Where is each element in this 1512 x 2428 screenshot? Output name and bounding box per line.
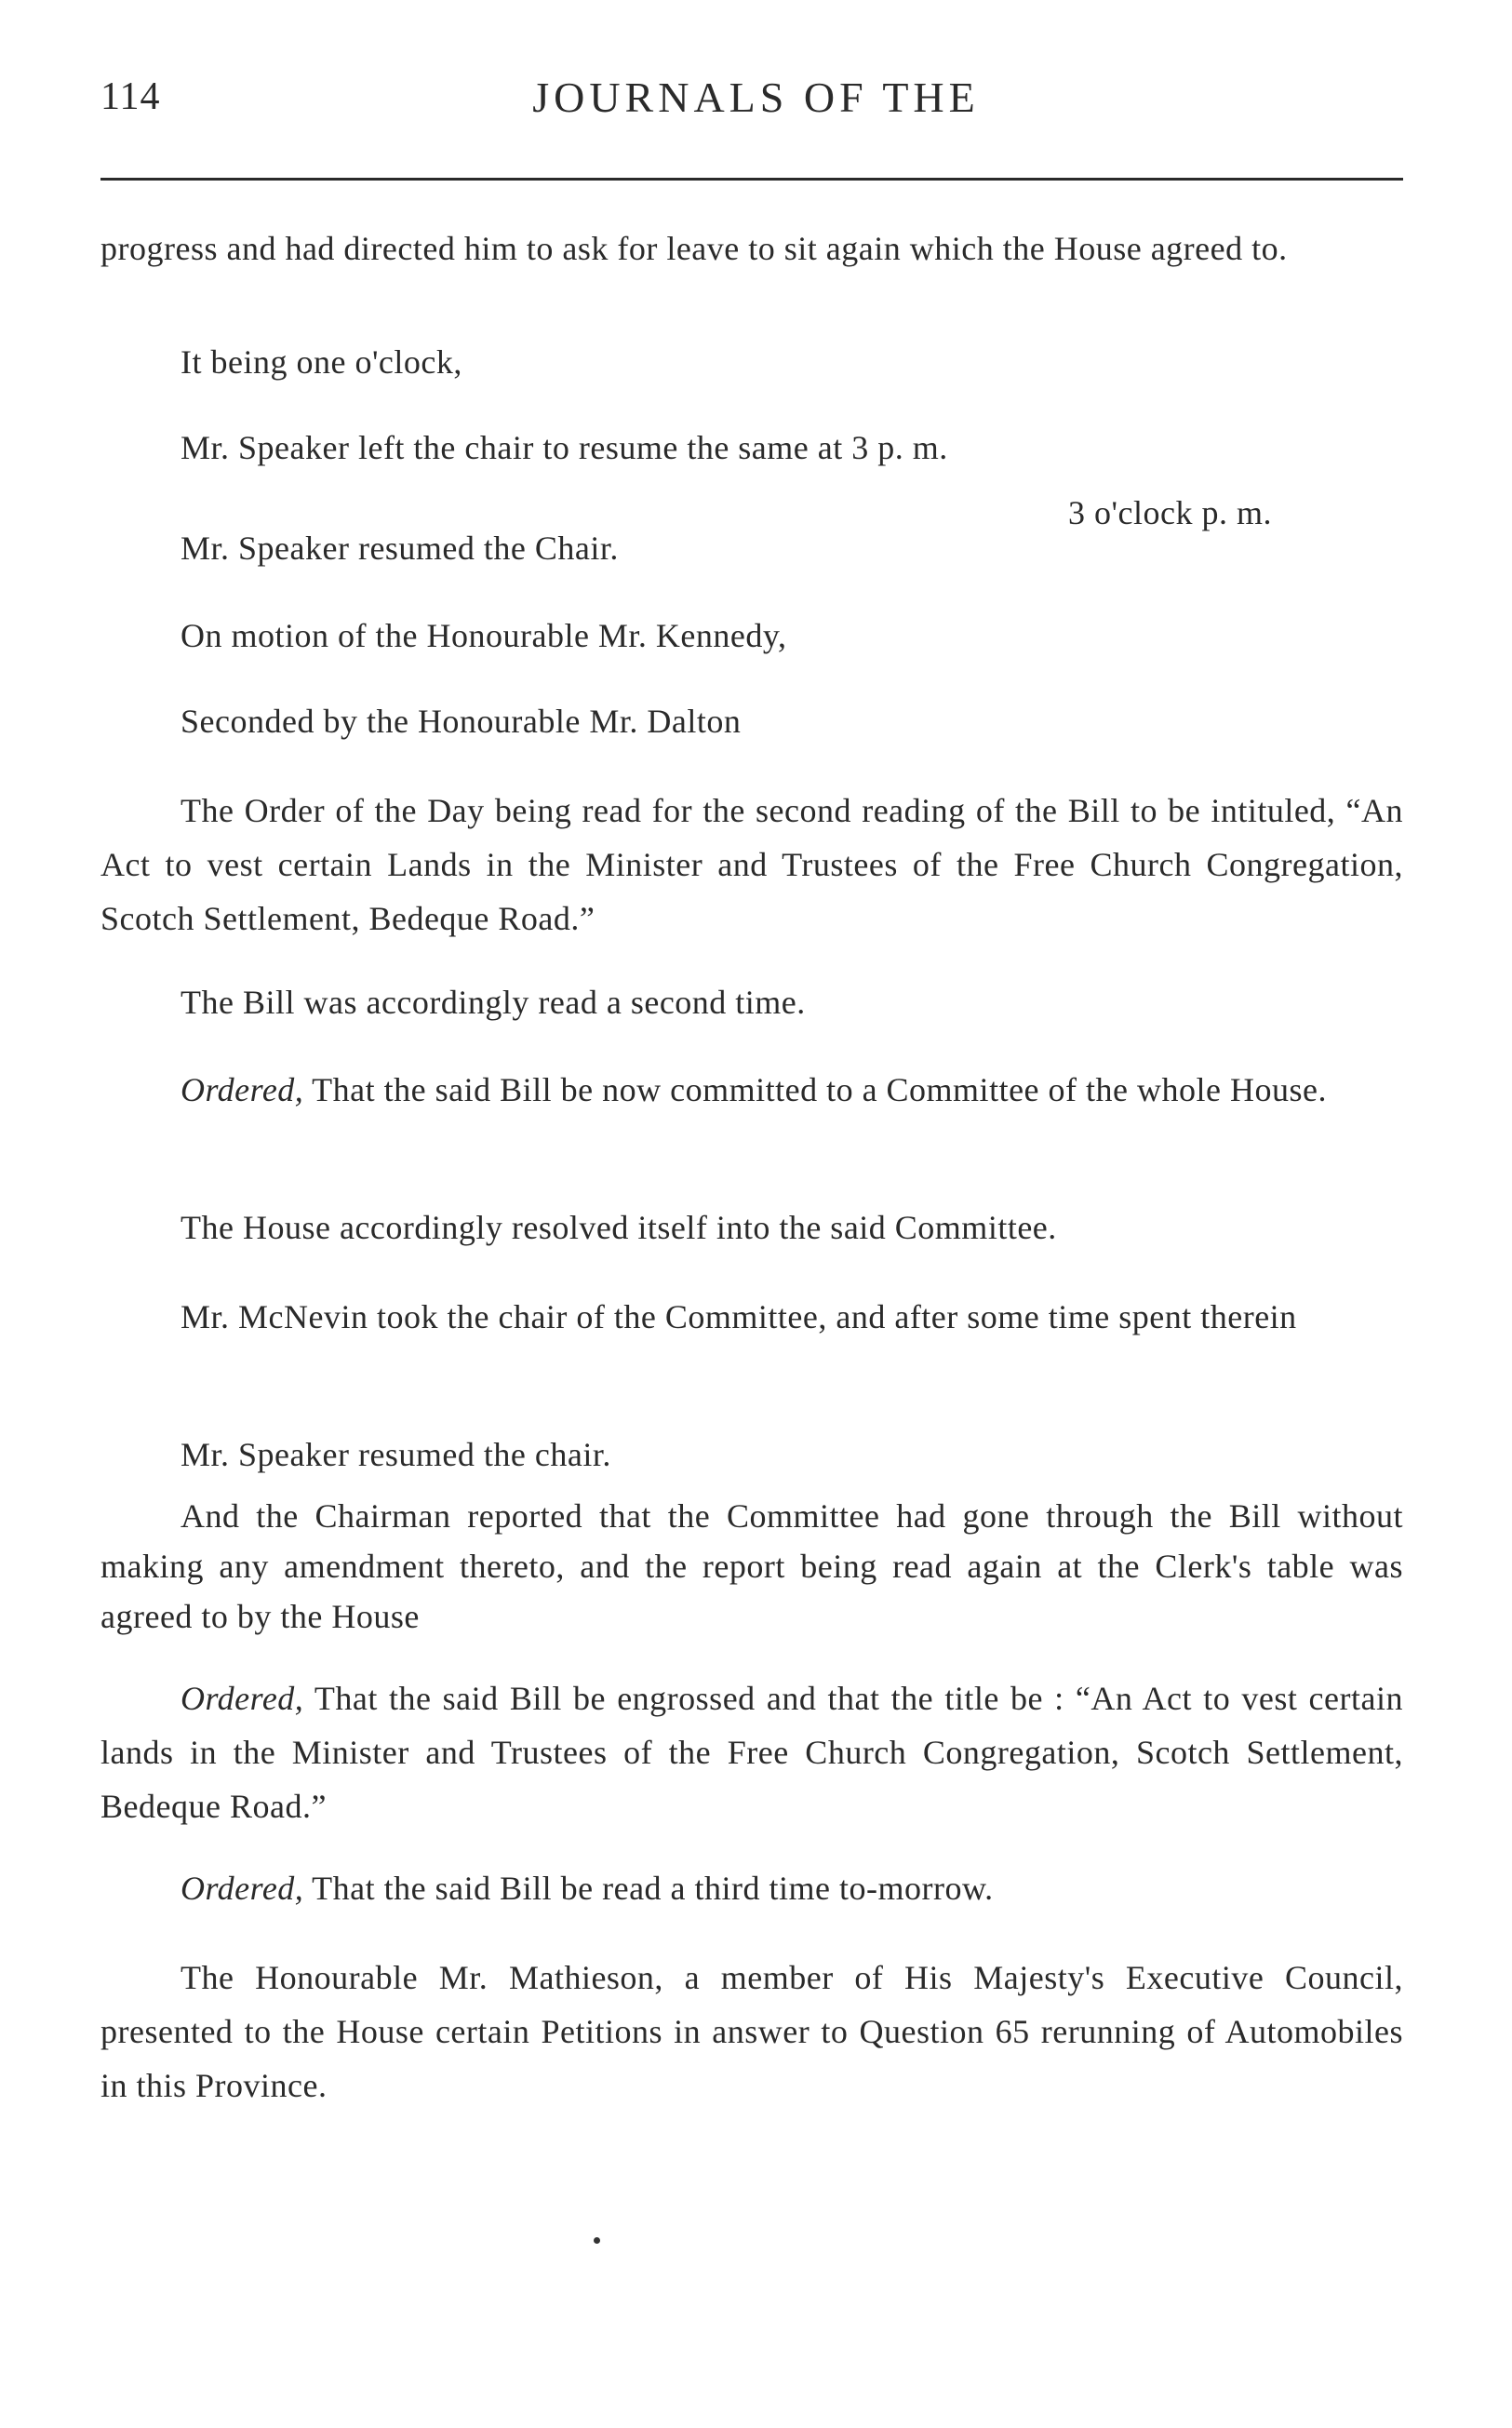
paragraph-ordered-engrossed <box>100 1671 1403 1833</box>
paragraph-speaker-left: Mr. Speaker left the chair to resume the same at 3 p. m. <box>181 429 948 466</box>
ordered-text: That the said Bill be read a third time to-morrow. <box>303 1870 994 1907</box>
paragraph-chairman-report: And the Chairman reported that the Committee had gone through the Bill without making any amendment thereto, and the report being read again at the Clerk's table was agreed to by the House <box>100 1497 1403 1635</box>
paragraph-mathieson: The Honourable Mr. Mathieson, a member of His Majesty's Executive Council, presented to the House certain Petitions in answer to Question 65 rerunning of Automobiles in this Province. <box>100 1959 1403 2104</box>
paragraph-ordered-third-reading <box>181 1869 994 1908</box>
paragraph-ordered-committed <box>100 1063 1403 1117</box>
paragraph-seconded: Seconded by the Honourable Mr. Dalton <box>181 703 742 740</box>
running-title: JOURNALS OF THE <box>532 74 980 121</box>
paragraph-speaker-resumed-chair: Mr. Speaker resumed the chair. <box>181 1436 611 1473</box>
paragraph-resolved: The House accordingly resolved itself into the said Committee. <box>181 1209 1057 1246</box>
page-number: 114 <box>100 75 161 118</box>
ordered-label: Ordered, <box>181 1870 304 1907</box>
paragraph-mcnevin: Mr. McNevin took the chair of the Committee, and after some time spent therein <box>181 1298 1297 1335</box>
paragraph-motion: On motion of the Honourable Mr. Kennedy, <box>181 617 787 654</box>
paragraph-continued: progress and had directed him to ask for leave to sit again which the House agreed to. <box>100 230 1288 267</box>
paragraph-speaker-resumed: Mr. Speaker resumed the Chair. <box>181 530 619 567</box>
paragraph-one-oclock: It being one o'clock, <box>181 343 462 381</box>
paragraph-order-of-day: The Order of the Day being read for the second reading of the Bill to be intituled, “An Act to vest certain Lands in the Minister and Trustees of the Free Church Congregation, Scotch Settlement, Bedeque Road.” <box>100 792 1403 937</box>
ordered-label: Ordered, <box>181 1071 304 1108</box>
ink-speck <box>594 2237 600 2244</box>
ordered-label: Ordered, <box>181 1680 304 1717</box>
header-rule <box>100 178 1403 181</box>
paragraph-second-reading: The Bill was accordingly read a second time. <box>181 984 806 1021</box>
ordered-text: That the said Bill be engrossed and that the title be : “An Act to vest certain lands in the Minister and Trustees of the Free Church Congregation, Scotch Settlement, Bedeque Road.” <box>100 1680 1403 1825</box>
time-note: 3 o'clock p. m. <box>1068 494 1272 531</box>
ordered-text: That the said Bill be now committed to a Committee of the whole House. <box>303 1071 1327 1108</box>
